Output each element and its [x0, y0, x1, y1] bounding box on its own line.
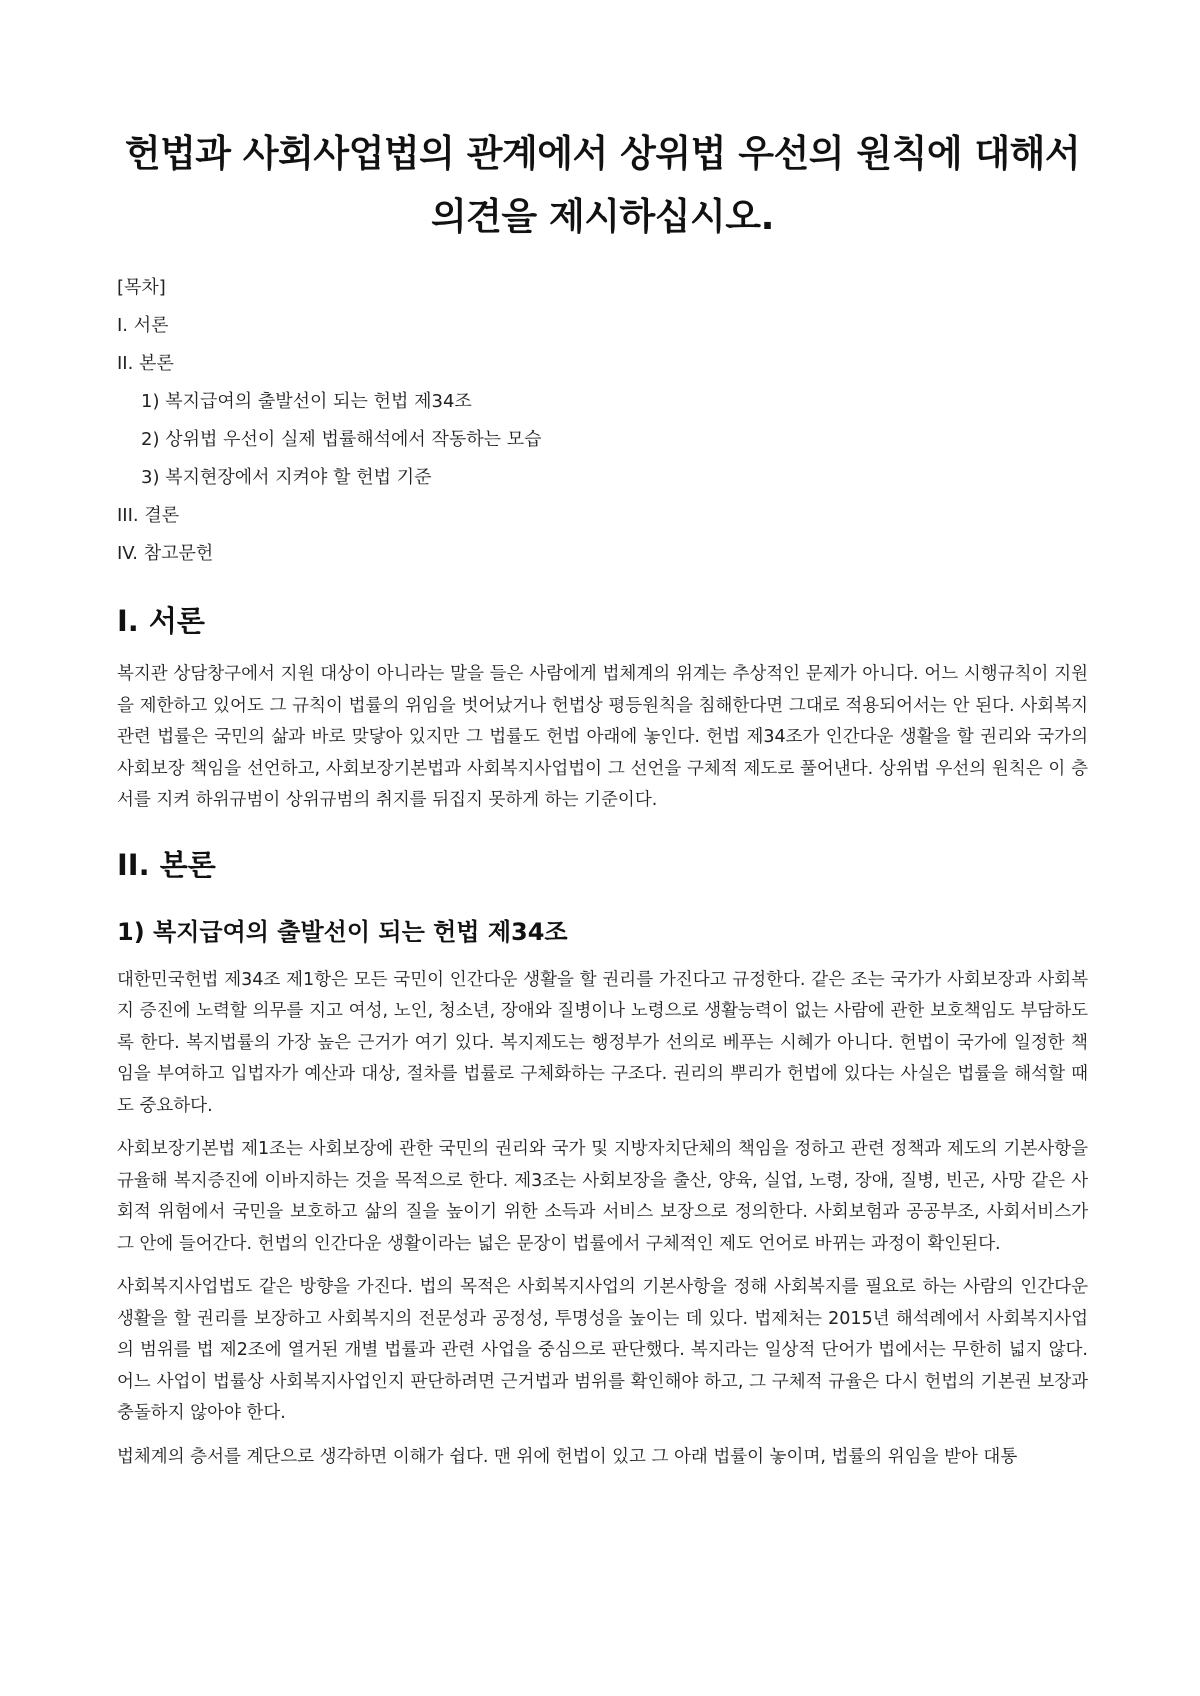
table-of-contents — [117, 269, 1088, 573]
toc-heading: [목차] — [117, 277, 166, 298]
toc-item-conclusion: III. 결론 — [117, 505, 180, 526]
toc-item-body: II. 본론 — [117, 353, 174, 374]
subsection-heading-article34: 1) 복지급여의 출발선이 되는 헌법 제34조 — [117, 917, 568, 946]
body-paragraph: 사회복지사업법도 같은 방향을 가진다. 법의 목적은 사회복지사업의 기본사항을 정해 사회복지를 필요로 하는 사람의 인간다운 생활을 할 권리를 보장하고 사회복지의 전문성과 공정성, 투명성을 높이는 데 있다. 법제처는 2015년 해석례에서 사회복지사업의 범위를 법 제2조에 열거된 개별 법률과 관련 사업을 중심으로 판단했다. 복지라는 일상적 단어가 법에서는 무한히 넓지 않다. 어느 사업이 법률상 사회복지사업인지 판단하려면 근거법과 범위를 확인해야 하고, 그 구체적 규율은 다시 헌법의 기본권 보장과 충돌하지 않아야 한다. — [117, 1277, 1088, 1423]
toc-item-intro: I. 서론 — [117, 315, 169, 336]
intro-paragraph: 복지관 상담창구에서 지원 대상이 아니라는 말을 들은 사람에게 법체계의 위계는 추상적인 문제가 아니다. 어느 시행규칙이 지원을 제한하고 있어도 그 규칙이 법률의 위임을 벗어났거나 헌법상 평등원칙을 침해한다면 그대로 적용되어서는 안 된다. 사회복지 관련 법률은 국민의 삶과 바로 맞닿아 있지만 그 법률도 헌법 아래에 놓인다. 헌법 제34조가 인간다운 생활을 할 권리와 국가의 사회보장 책임을 선언하고, 사회보장기본법과 사회복지사업법이 그 선언을 구체적 제도로 풀어낸다. 상위법 우선의 원칙은 이 층서를 지켜 하위규범이 상위규범의 취지를 뒤집지 못하게 하는 기준이다. — [117, 664, 1088, 810]
toc-item-body-1: 1) 복지급여의 출발선이 되는 헌법 제34조 — [141, 391, 472, 412]
section-heading-intro: I. 서론 — [117, 604, 205, 638]
body-paragraph: 사회보장기본법 제1조는 사회보장에 관한 국민의 권리와 국가 및 지방자치단체의 책임을 정하고 관련 정책과 제도의 기본사항을 규율해 복지증진에 이바지하는 것을 목적으로 한다. 제3조는 사회보장을 출산, 양육, 실업, 노령, 장애, 질병, 빈곤, 사망 같은 사회적 위험에서 국민을 보호하고 삶의 질을 높이기 위한 소득과 서비스 보장으로 정의한다. 사회보험과 공공부조, 사회서비스가 그 안에 들어간다. 헌법의 인간다운 생활이라는 넓은 문장이 법률에서 구체적인 제도 언어로 바뀌는 과정이 확인된다. — [117, 1139, 1088, 1254]
toc-item-references: IV. 참고문헌 — [117, 543, 214, 564]
toc-item-body-2: 2) 상위법 우선이 실제 법률해석에서 작동하는 모습 — [141, 429, 542, 450]
body-paragraph: 대한민국헌법 제34조 제1항은 모든 국민이 인간다운 생활을 할 권리를 가진다고 규정한다. 같은 조는 국가가 사회보장과 사회복지 증진에 노력할 의무를 지고 여성, 노인, 청소년, 장애와 질병이나 노령으로 생활능력이 없는 사람에 관한 보호책임도 부담하도록 한다. 복지법률의 가장 높은 근거가 여기 있다. 복지제도는 행정부가 선의로 베푸는 시혜가 아니다. 헌법이 국가에 일정한 책임을 부여하고 입법자가 예산과 대상, 절차를 법률로 구체화하는 구조다. 권리의 뿌리가 헌법에 있다는 사실은 법률을 해석할 때도 중요하다. — [117, 969, 1088, 1116]
toc-item-body-3: 3) 복지현장에서 지켜야 할 헌법 기준 — [141, 467, 432, 488]
body-paragraph: 법체계의 층서를 계단으로 생각하면 이해가 쉽다. 맨 위에 헌법이 있고 그 아래 법률이 놓이며, 법률의 위임을 받아 대통 — [117, 1446, 1018, 1467]
document-title: 헌법과 사회사업법의 관계에서 상위법 우선의 원칙에 대해서 의견을 제시하십시오. — [124, 132, 1081, 238]
section-heading-body: II. 본론 — [117, 847, 216, 882]
